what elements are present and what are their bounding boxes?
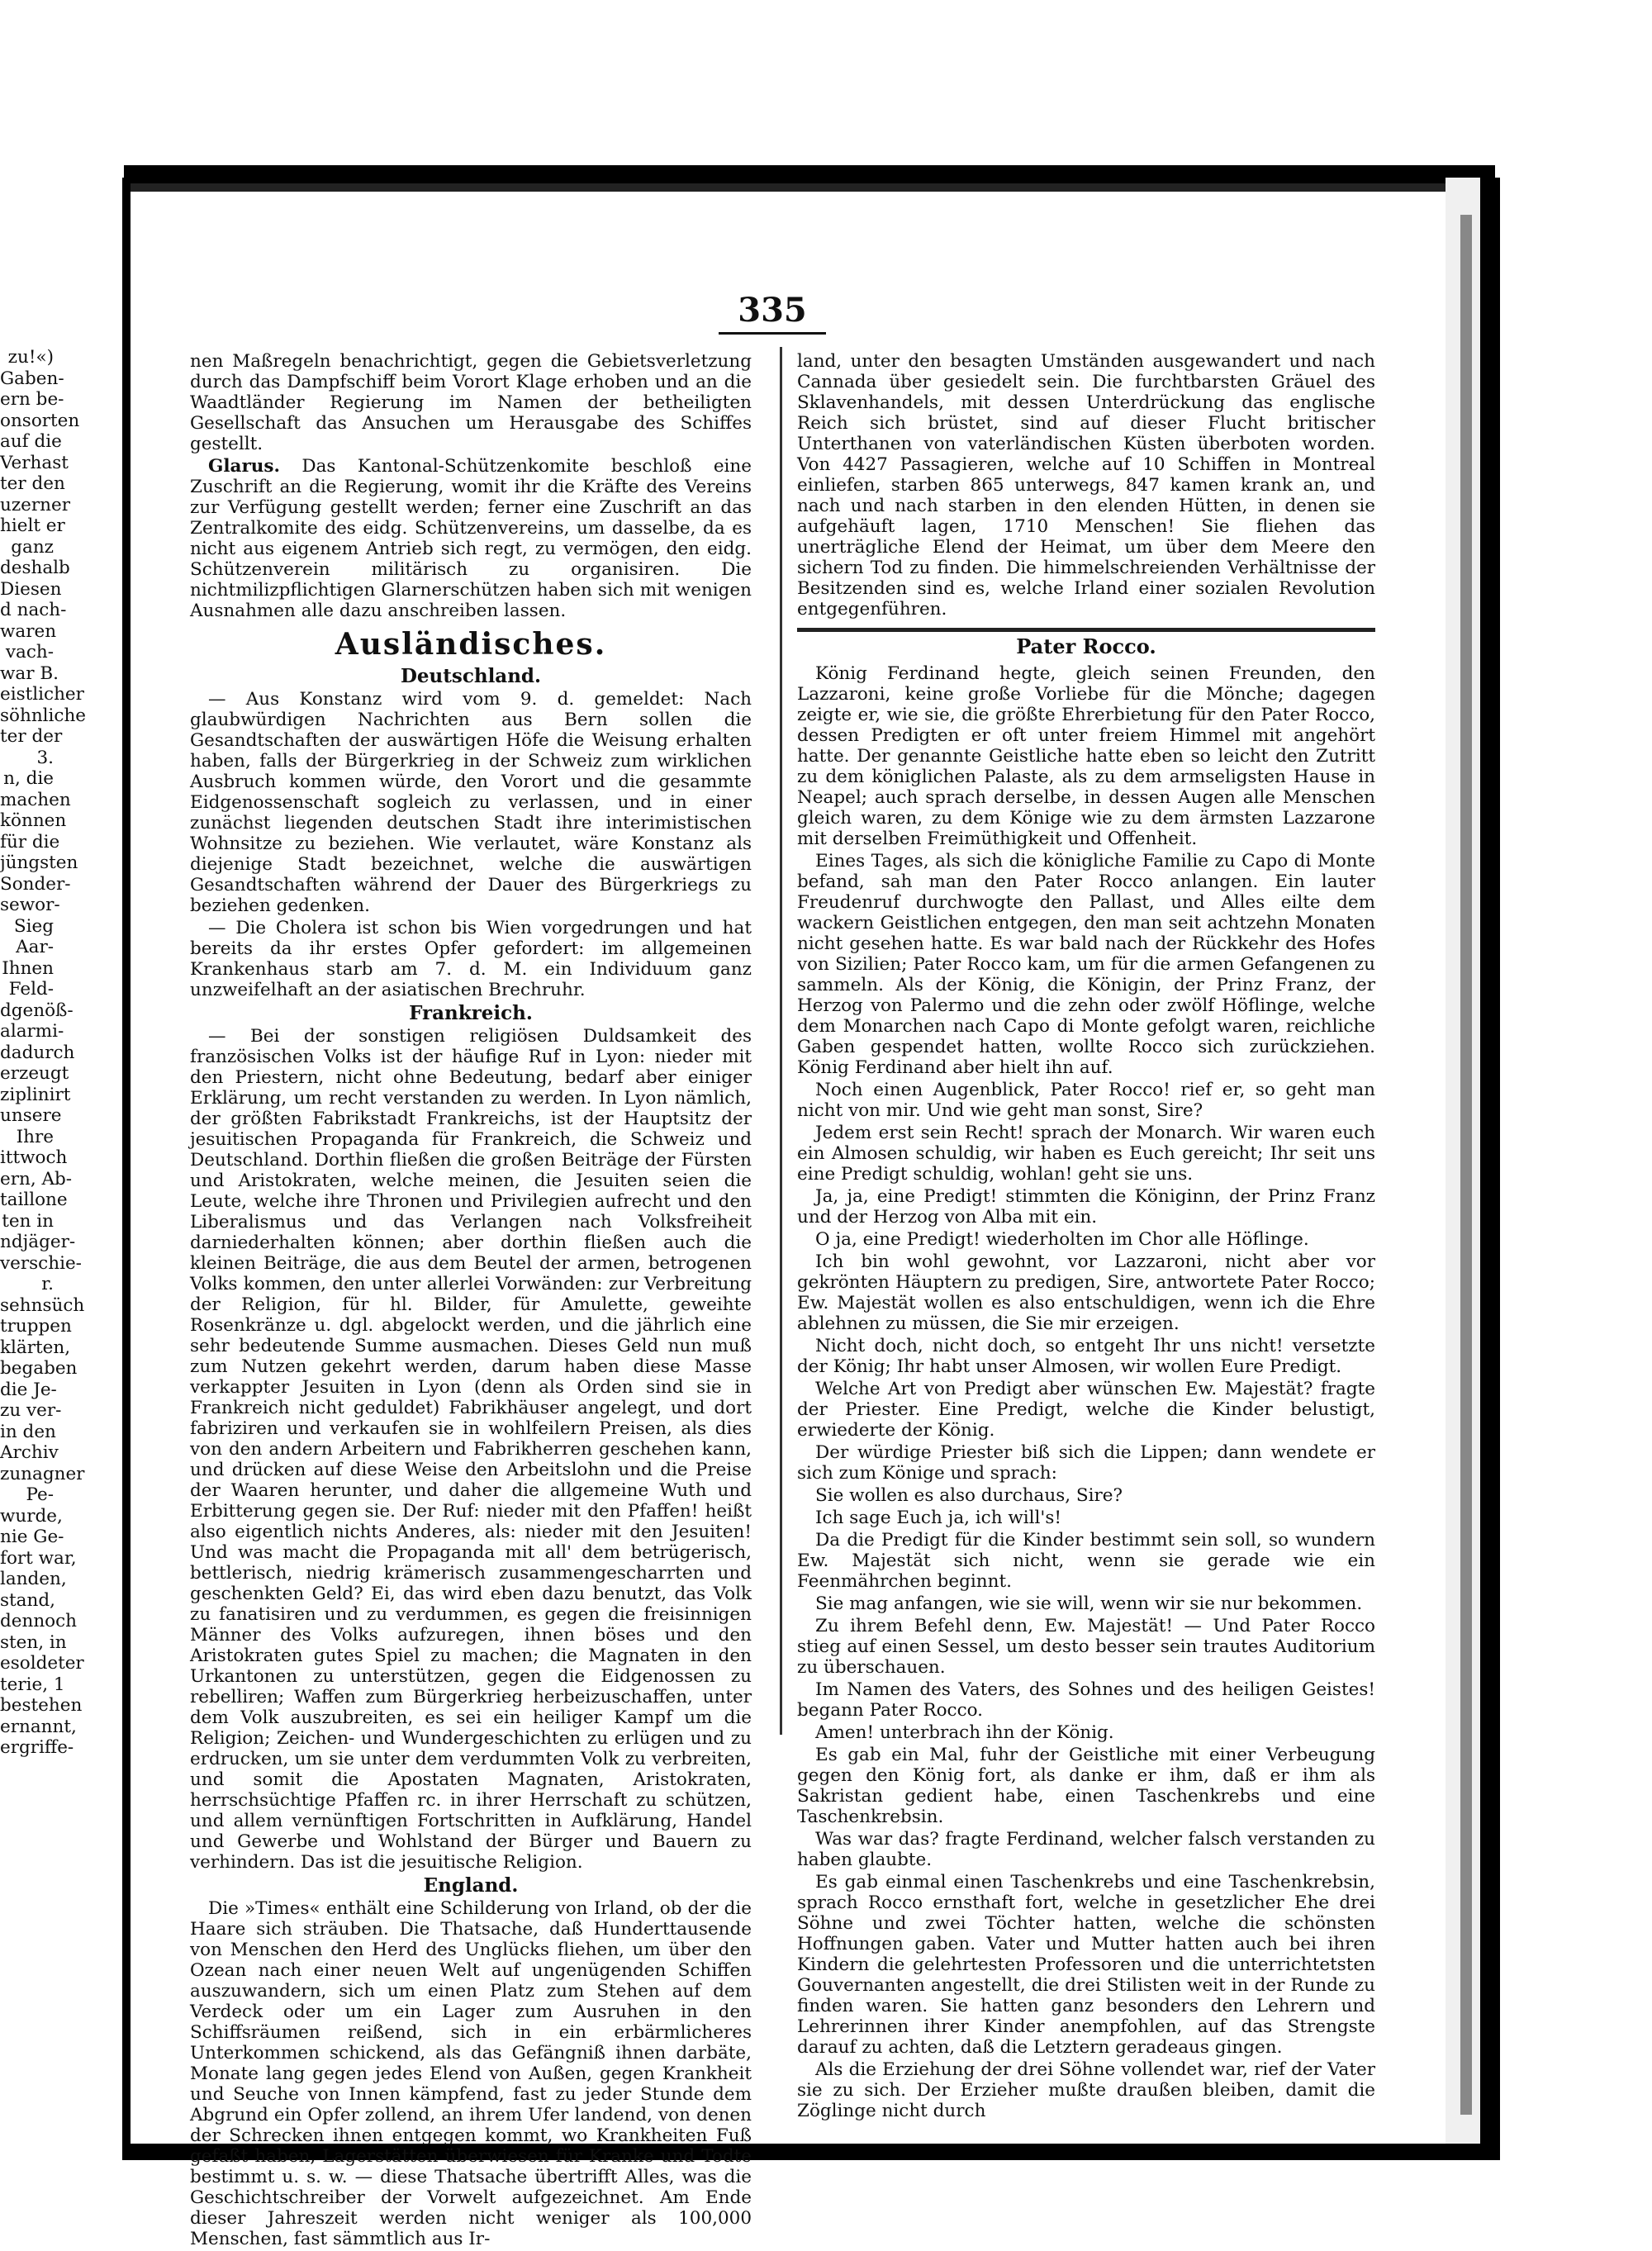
previous-page-fragment: sewor- [0,895,60,915]
glarus-text: Das Kantonal-Schützenkomite beschloß eine Zuschrift an die Regierung, womit ihr die Kräfte des Vereins zur Verfügung gestellt werden; ferner eine Zuschrift an das Zentralkomite des eidg. Schützenvereins, um dasselbe, da es nicht aus eigenem Antrieb sich regt, zu vermögen, den eidg. Schützenverein militärisch zu organisiren. Die nichtmilizpflichtigen Glarnerschützen haben sich mit wenigen Ausnahmen alle dazu anschreiben lassen. [190,456,752,621]
previous-page-fragment: stand, [0,1589,55,1611]
previous-page-fragment: r. [41,1274,54,1294]
story-paragraph: König Ferdinand hegte, gleich seinen Freunden, den Lazzaroni, keine große Vorliebe für die Mönche; dagegen zeigte er, wie sie, die größte Ehrerbietung für den Pater Rocco, dessen Predigten er oft unter freiem Himmel mit angehört hatte. Der genannte Geistliche hatte eben so leicht den Zutritt zu dem königlichen Palaste, als zu dem armseligsten Hause in Neapel; auch sprach derselbe, in dessen Augen alle Menschen gleich waren, zu dem Könige wie zu dem ärmsten Lazzarone mit derselben Freimüthigkeit und Offenheit. [797,663,1375,849]
story-paragraph: Amen! unterbrach ihn der König. [815,1722,1114,1743]
scan-border-right [1480,178,1500,2160]
story-paragraph: Ich sage Euch ja, ich will's! [815,1508,1062,1528]
germany-paragraph-2: — Die Cholera ist schon bis Wien vorgedrungen und hat bereits da ihr erstes Opfer gefordert: im allgemeinen Krankenhaus starb am 7. d. M. ein Individuum ganz unzweifelhaft an der asiatischen Brechruhr. [190,918,752,1000]
previous-page-fragment: deshalb [0,558,70,578]
previous-page-fragment: ziplinirt [0,1084,71,1105]
scan-border-left [122,178,131,2160]
story-paragraph: Nicht doch, nicht doch, so entgeht Ihr uns nicht! versetzte der König; Ihr habt unser Almosen, wir wollen Eure Predigt. [797,1336,1375,1377]
previous-page-fragment: war B. [0,662,59,684]
previous-page-fragment: Sieg [13,915,54,937]
previous-page-fragment: ernannt, [0,1716,77,1737]
previous-page-fragment: vach- [5,642,54,662]
previous-page-fragment: hielt er [0,515,65,536]
previous-page-fragment: dadurch [0,1042,75,1063]
previous-page-fragment: zunagner [0,1463,85,1484]
england-paragraph: Die »Times« enthält eine Schilderung von Irland, ob der die Haare sich sträuben. Die Thatsache, daß Hunderttausende von Menschen den Herd des Unglücks fliehen, um über den Ozean nach einer neuen Welt auf ungenügenden Schiffen auszuwandern, sich um einen Platz zum Stehen auf dem Verdeck oder um ein Lager zum Ausruhen in den Schiffsräumen reißend, sich in ein erbärmlicheres Unterkommen schickend, als das Gefängniß ihnen darbäte, Monate lang gegen jedes Elend von Außen, gegen Krankheit und Seuche von Innen kämpfend, fast zu jeder Stunde dem Abgrund ein Opfer zollend, an ihrem Ufer landend, von denen der Schrecken ihnen entgegen kommt, wo Krankheiten Fuß gefaßt haben, Lagerstätten überwiesen für Kranke und Todte bestimmt u. s. w. — diese Thatsache übertrifft Alles, was die Geschichtschreiber der Vorwelt aufgezeichnet. Am Ende dieser Jahreszeit werden nicht weniger als 100,000 Menschen, fast sämmtlich aus Ir- [190,1898,752,2249]
previous-page-fragment: uzerner [0,494,71,515]
story-paragraph: Da die Predigt für die Kinder bestimmt sein soll, so wundern Ew. Majestät sich nicht, wenn sie gerade wie ein Feenmährchen beginnt. [797,1530,1375,1592]
previous-page-fragment: wurde, [0,1505,63,1527]
story-paragraph: Noch einen Augenblick, Pater Rocco! rief er, so geht man nicht von mir. Und wie geht man sonst, Sire? [797,1080,1375,1121]
germany-heading: Deutschland. [400,665,542,687]
previous-page-strip [0,347,87,1759]
story-body [797,663,1375,2121]
previous-page-fragment: fort war, [0,1547,77,1569]
section-title: Ausländisches. [335,627,607,662]
previous-page-fragment: taillone [0,1190,68,1210]
previous-page-fragment: ter der [0,726,63,747]
previous-page-fragment: ndjäger- [0,1232,76,1252]
story-paragraph: Welche Art von Predigt aber wünschen Ew. Majestät? fragte der Priester. Eine Predigt, welche die Kinder belustigt, erwiederte der König. [797,1379,1375,1441]
previous-page-fragment: ergriffe- [0,1737,74,1758]
scan-shadow-right [1460,215,1472,2115]
previous-page-fragment: waren [0,620,57,642]
previous-page-fragment: zu!«) [7,347,54,368]
story-paragraph: Der würdige Priester biß sich die Lippen; dann wendete er sich zum Könige und sprach: [797,1442,1375,1484]
england-heading: England. [423,1874,519,1897]
glarus-label: Glarus. [208,456,281,477]
previous-page-fragment: zu ver- [0,1400,62,1421]
previous-page-fragment: nie Ge- [0,1527,64,1547]
previous-page-fragment: Feld- [8,979,54,1000]
previous-page-fragment: verschie- [0,1252,82,1274]
previous-page-fragment: d nach- [0,600,67,620]
previous-page-fragment: klärten, [0,1337,71,1358]
previous-page-fragment: ten in [2,1210,54,1232]
previous-page-fragment: Ihre [16,1126,54,1147]
story-paragraph: Was war das? fragte Ferdinand, welcher falsch verstanden zu haben glaubte. [797,1829,1375,1870]
previous-page-fragment: dgenöß- [0,1000,74,1021]
scan-border-top-inner [124,183,1495,192]
previous-page-fragment: ittwoch [0,1147,68,1168]
previous-page-fragment: für die [0,831,60,852]
column-divider [780,347,782,1735]
previous-page-fragment: esoldeter [0,1653,84,1674]
right-column [797,351,1375,2123]
previous-page-fragment: Aar- [16,937,54,957]
previous-page-fragment: n, die [3,768,54,789]
previous-page-fragment: Gaben- [0,368,64,389]
previous-page-fragment: ganz [11,536,54,558]
previous-page-fragment: die Je- [0,1379,57,1400]
previous-page-fragment: auf die [0,431,62,452]
previous-page-fragment: Verhast [0,452,69,473]
page-number-underline [719,332,826,335]
page-number: 335 [738,291,807,330]
story-paragraph: Sie mag anfangen, wie sie will, wenn wir sie nur bekommen. [815,1593,1363,1614]
previous-page-fragment: ern, Ab- [0,1168,73,1190]
previous-page-fragment: eistlicher [0,684,84,705]
previous-page-fragment: Pe- [26,1484,54,1505]
previous-page-fragment: begaben [0,1358,78,1379]
previous-page-fragment: sten, in [0,1631,67,1653]
intro-paragraph: nen Maßregeln benachrichtigt, gegen die Gebietsverletzung durch das Dampfschiff beim Vorort Klage erhoben und an die Waadtländer Regierung im Namen der betheiligten Gesellschaft das Ansuchen um Herausgabe des Schiffes gestellt. [190,351,752,454]
previous-page-fragment: Sonder- [0,873,71,895]
story-paragraph: Eines Tages, als sich die königliche Familie zu Capo di Monte befand, sah man den Pater Rocco anlangen. Ein lauter Freudenruf durchwogte den Pallast, und Alles eilte dem wackern Geistlichen entgegen, den man seit achtzehn Monaten nicht gesehen hatte. Es war bald nach der Rückkehr des Hofes von Sizilien; Pater Rocco kam, um für die armen Gefangenen zu sammeln. Als der König, die Königin, der Prinz Franz, der Herzog von Palermo und die zehn oder zwölf Höflinge, welche dem Monarchen nach Capo di Monte gefolgt waren, reichliche Gaben gespendet hatten, wollte Rocco sich zurückziehen. König Ferdinand aber hielt ihn auf. [797,851,1375,1078]
previous-page-fragment: terie, 1 [0,1674,65,1695]
previous-page-fragment: onsorten [0,410,80,431]
story-paragraph: Zu ihrem Befehl denn, Ew. Majestät! — Und Pater Rocco stieg auf einen Sessel, um desto besser sein trautes Auditorium zu überschauen. [797,1616,1375,1678]
france-paragraph: — Bei der sonstigen religiösen Duldsamkeit des französischen Volks ist der häufige Ruf in Lyon: nieder mit den Priestern, nicht ohne Bedeutung, bedarf aber einiger Erklärung, um recht verstanden zu werden. In Lyon nämlich, der größten Fabrikstadt Frankreichs, ist der Hauptsitz der jesuitischen Propaganda für Frankreich, die Schweiz und Deutschland. Dorthin fließen die großen Beiträge der Fürsten und Aristokraten, welche meinen, die Jesuiten seien die Leute, welche ihre Thronen und Privilegien aufrecht und den Liberalismus und das Verlangen nach Volksfreiheit darniederhalten können; aber dorthin fließen auch die kleinen Beiträge, die aus dem Beutel der armen, betrogenen Volks kommen, den unter allerlei Vorwänden: zur Verbreitung der Religion, für hl. Bilder, für Amulette, geweihte Rosenkränze u. dgl. abgelockt werden, und die jährlich eine sehr bedeutende Summe ausmachen. Dieses Geld nun muß zum Nutzen gekehrt werden, darum haben diese Masse verkappter Jesuiten in Lyon (denn als Orden sind sie in Frankreich nicht geduldet) Fabrikhäuser angelegt, und dort fabriziren und verkaufen sie in wohlfeilern Preisen, als dies von den andern Arbeitern und Fabrikherren geschehen kann, und drücken auf diese Weise den Arbeitslohn und die Preise der Waaren herunter, und daher die allgemeine Wuth und Erbitterung gegen sie. Der Ruf: nieder mit den Pfaffen! heißt also eigentlich nichts Anderes, als: nieder mit den Jesuiten! Und was macht die Propaganda mit all' dem betrügerisch, bettlerisch, niedrig krämerisch zusammengescharrten und geschenkten Geld? Ei, das wird eben dazu benutzt, das Volk zu fanatisiren und zu verdummen, es gegen die freisinnigen Männer des Volks aufzuregen, ihnen böses und den Aristokraten gutes Spiel zu machen; die Magnaten in den Urkantonen zu unterstützen, gegen die Eidgenossen zu rebelliren; Waffen zum Bürgerkrieg herbeizuschaffen, unter dem Volk auszubreiten, es sei ein heiliger Kampf um die Religion; Zeichen- und Wundergeschichten zu erlügen und zu erdrucken, um sie unter dem verdummten Volk zu verbreiten, und somit die Apostaten Magnaten, Aristokraten, herrschsüchtige Pfaffen rc. in ihrer Herrschaft zu schützen, und allem vernünftigen Fortschritten in Aufklärung, Handel und Gewerbe und Wohlstand der Bürger und Bauern zu verhindern. Das ist die jesuitische Religion. [190,1026,752,1873]
left-column [190,351,752,2251]
previous-page-fragment: in den [0,1421,56,1442]
story-paragraph: O ja, eine Predigt! wiederholten im Chor alle Höflinge. [815,1229,1309,1250]
story-separator-rule [797,628,1375,632]
previous-page-fragment: bestehen [0,1695,83,1716]
france-heading: Frankreich. [409,1002,533,1024]
previous-page-fragment: erzeugt [0,1063,69,1084]
story-title: Pater Rocco. [1016,634,1156,658]
previous-page-fragment: Ihnen [2,957,54,979]
previous-page-fragment: alarmi- [0,1021,64,1042]
previous-page-fragment: truppen [0,1316,72,1337]
germany-paragraph-1: — Aus Konstanz wird vom 9. d. gemeldet: Nach glaubwürdigen Nachrichten aus Bern sollen die Gesandtschaften der auswärtigen Höfe die Weisung erhalten haben, falls der Bürgerkrieg in der Schweiz zum wirklichen Ausbruch kommen würde, den Vorort und die gesammte Eidgenossenschaft sogleich zu verlassen, und in einer zunächst liegenden deutschen Stadt ihre interimistischen Wohnsitze zu beziehen. Wie verlautet, wäre Konstanz als diejenige Stadt bezeichnet, welche die auswärtigen Gesandtschaften während der Dauer des Bürgerkriegs zu beziehen gedenken. [190,689,752,916]
story-paragraph: Ja, ja, eine Predigt! stimmten die Königinn, der Prinz Franz und der Herzog von Alba mit ein. [797,1186,1375,1228]
previous-page-fragment: landen, [0,1569,67,1589]
story-paragraph: Ich bin wohl gewohnt, vor Lazzaroni, nicht aber vor gekrönten Häuptern zu predigen, Sire, antwortete Pater Rocco; Ew. Majestät wollen es also entschuldigen, wenn ich die Ehre ablehnen zu müssen, die Sie mir erzeigen. [797,1251,1375,1334]
story-paragraph: Es gab einmal einen Taschenkrebs und eine Taschenkrebsin, sprach Rocco ernsthaft fort, welche in gesetzlicher Ehe drei Söhne und zwei Töchter hatten, welche die schönsten Hoffnungen gaben. Vater und Mutter hatten auch bei ihren Kindern die gelehrtesten Professoren und die unterrichtetsten Gouvernanten angestellt, die drei Stilisten weit in der Runde zu finden waren. Sie hatten ganz besonders den Lehrern und Lehrerinnen ihrer Kinder anempfohlen, auf das Strengste darauf zu achten, daß die Letztern geradeaus gingen. [797,1872,1375,2058]
glarus-paragraph [190,456,752,621]
previous-page-fragment: Diesen [0,578,62,600]
previous-page-fragment: dennoch [0,1611,78,1631]
previous-page-fragment: jüngsten [0,852,78,873]
story-paragraph: Als die Erziehung der drei Söhne vollendet war, rief der Vater sie zu sich. Der Erzieher mußte draußen bleiben, damit die Zöglinge nicht durch [797,2059,1375,2121]
right-intro-paragraph: land, unter den besagten Umständen ausgewandert und nach Cannada über gesiedelt sein. Die furchtbarsten Gräuel des Sklavenhandels, mit dessen Unterdrückung das englische Reich sich brüstet, sind auf dieser Flucht britischer Unterthanen von vaterländischen Küsten überboten worden. Von 4427 Passagieren, welche auf 10 Schiffen in Montreal einliefen, starben 865 unterwegs, 847 kamen krank an, und nach und nach starben in den elenden Hütten, in denen sie aufgehäuft lagen, 1710 Menschen! Sie fliehen das unerträgliche Elend der Heimat, um über dem Meere den sichern Tod zu finden. Die himmelschreienden Verhältnisse der Besitzenden sind es, welche Irland einer sozialen Revolution entgegenführen. [797,351,1375,620]
previous-page-fragment: können [0,810,67,831]
previous-page-fragment: Archiv [0,1442,59,1463]
previous-page-fragment: machen [0,789,71,810]
story-paragraph: Jedem erst sein Recht! sprach der Monarch. Wir waren euch ein Almosen schuldig, wir haben es Euch gereicht; Ihr seit uns eine Predigt schuldig, wohlan! geht sie uns. [797,1123,1375,1185]
previous-page-fragment: ern be- [0,389,64,410]
previous-page-fragment: söhnliche [0,705,87,726]
story-paragraph: Es gab ein Mal, fuhr der Geistliche mit einer Verbeugung gegen den König fort, als danke er ihm, daß er ihm als Sakristan gedient habe, einen Taschenkrebs und eine Taschenkrebsin. [797,1745,1375,1827]
previous-page-fragment: sehnsüch [0,1294,85,1316]
story-paragraph: Sie wollen es also durchaus, Sire? [815,1485,1123,1506]
previous-page-fragment: ter den [0,473,65,494]
previous-page-fragment: unsere [0,1105,62,1126]
previous-page-fragment: 3. [36,747,54,768]
story-paragraph: Im Namen des Vaters, des Sohnes und des heiligen Geistes! begann Pater Rocco. [797,1679,1375,1721]
